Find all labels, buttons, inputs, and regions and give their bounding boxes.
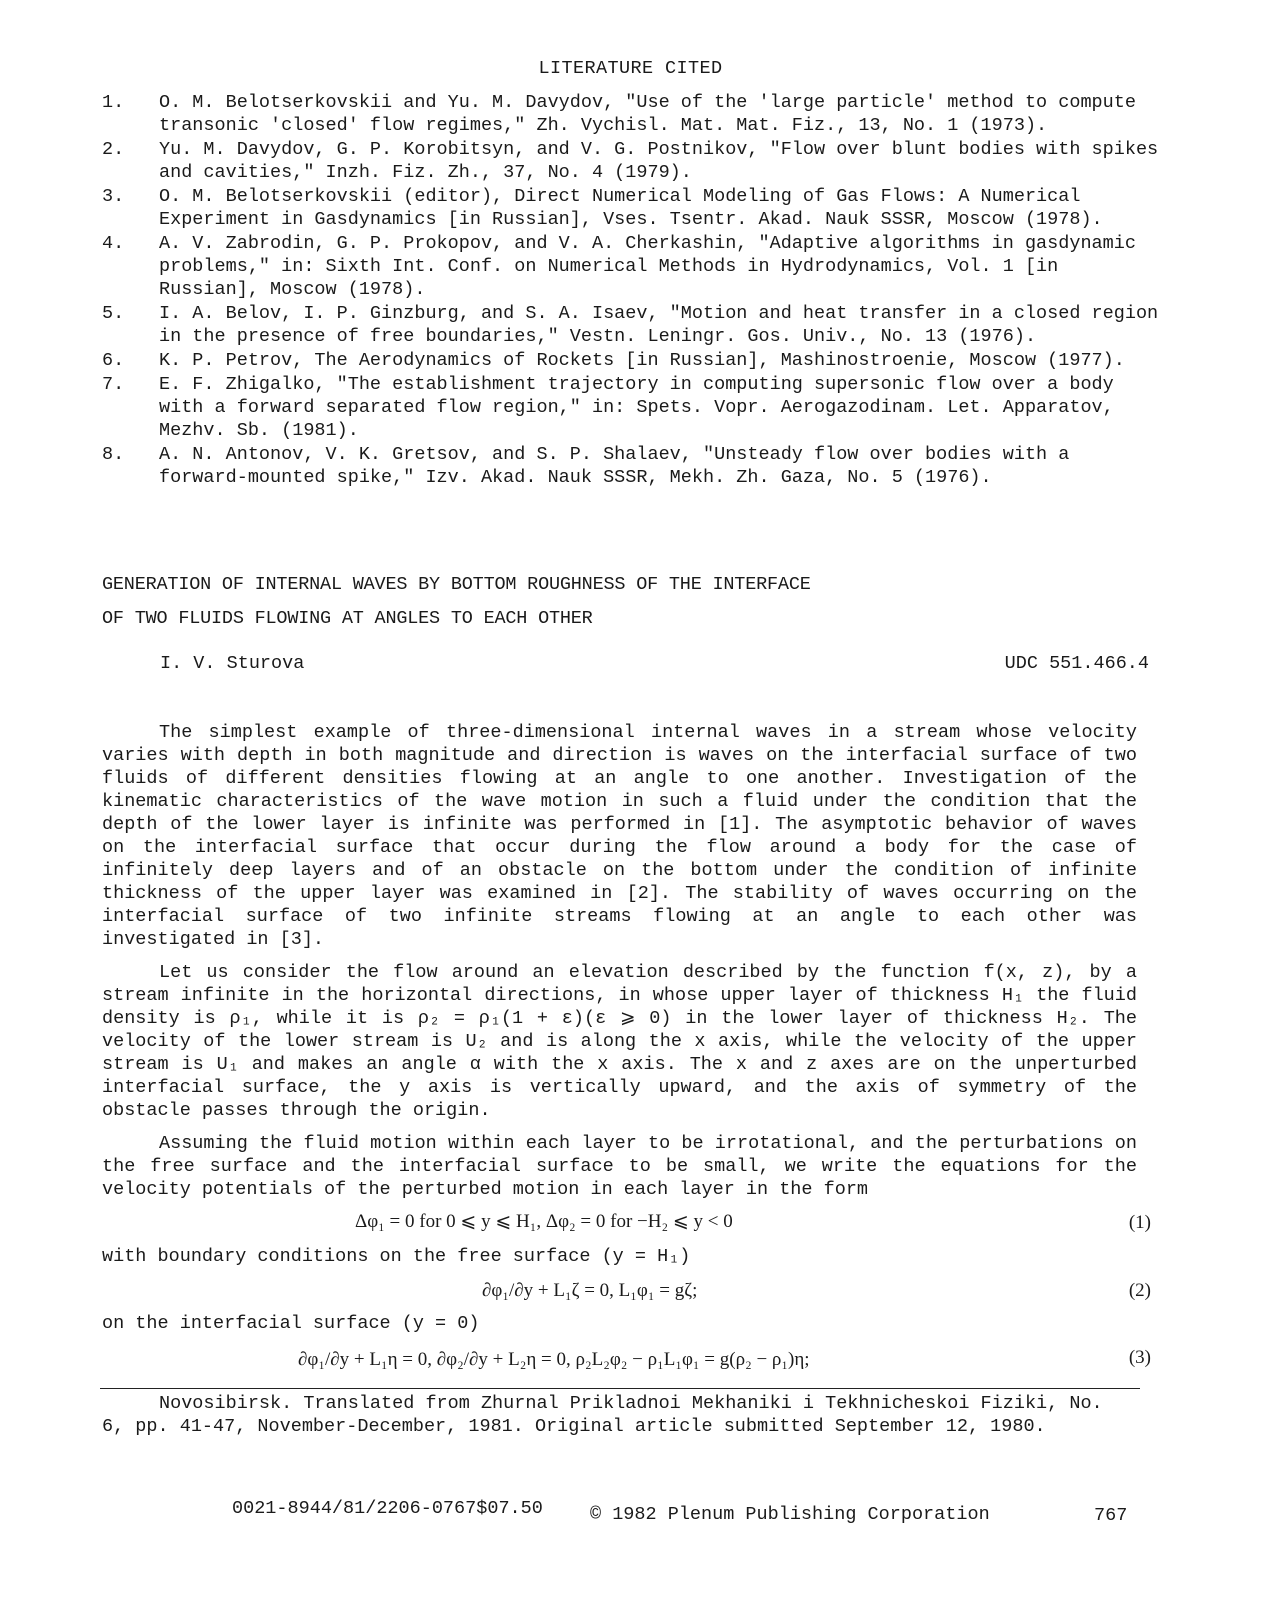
article-title-line-2: OF TWO FLUIDS FLOWING AT ANGLES TO EACH OTHER bbox=[102, 608, 593, 629]
equation-2: ∂φ₁/∂y + L₁ζ = 0, L₁φ₁ = gζ; bbox=[482, 1280, 698, 1301]
paragraph-text: Let us consider the flow around an elevation described by the function f(x, z), by a stream infinite in the horizontal directions, in whose upper layer of thickness H₁ the fluid density is ρ₁, while it is ρ₂ = ρ₁(1 + ε)(ε ⩾ 0) in the lower layer of thickness H₂. The velocity of the lower stream is U₂ and is along the x axis, while the velocity of the upper stream is U₁ and makes an angle α with the x axis. The x and z axes are on the unperturbed interfacial surface, the y axis is vertically upward, and the axis of symmetry of the obstacle passes through the origin. bbox=[102, 962, 1137, 1121]
equation-1-number: (1) bbox=[1128, 1212, 1151, 1233]
reference-number: 1. bbox=[102, 92, 125, 113]
reference-text: I. A. Belov, I. P. Ginzburg, and S. A. Isaev, "Motion and heat transfer in a closed region in the presence of free boundaries," Vestn. Leningr. Gos. Univ., No. 13 (1976). bbox=[159, 303, 1159, 347]
author-name: I. V. Sturova bbox=[160, 653, 305, 674]
paragraph-setup bbox=[102, 961, 1137, 1122]
reference-number: 8. bbox=[102, 444, 125, 465]
text-free-surface: with boundary conditions on the free surface (y = H₁) bbox=[102, 1246, 691, 1267]
copyright-notice: © 1982 Plenum Publishing Corporation bbox=[590, 1504, 990, 1525]
reference-number: 2. bbox=[102, 139, 125, 160]
reference-text: A. V. Zabrodin, G. P. Prokopov, and V. A. Cherkashin, "Adaptive algorithms in gasdynamic problems," in: Sixth Int. Conf. on Numerical Methods in Hydrodynamics, Vol. 1 [in Russian], Moscow (1978). bbox=[159, 233, 1136, 300]
reference-number: 5. bbox=[102, 303, 125, 324]
reference-item bbox=[102, 349, 1182, 372]
equation-1: Δφ₁ = 0 for 0 ⩽ y ⩽ H₁, Δφ₂ = 0 for −H₂ ⩽ y < 0 bbox=[355, 1211, 733, 1232]
paragraph-intro bbox=[102, 721, 1137, 951]
reference-text: K. P. Petrov, The Aerodynamics of Rockets [in Russian], Mashinostroenie, Moscow (1977). bbox=[159, 350, 1125, 371]
footnote-divider bbox=[100, 1388, 1140, 1389]
equation-3-number: (3) bbox=[1128, 1347, 1151, 1368]
reference-text: A. N. Antonov, V. K. Gretsov, and S. P. Shalaev, "Unsteady flow over bodies with a forward-mounted spike," Izv. Akad. Nauk SSSR, Mekh. Zh. Gaza, No. 5 (1976). bbox=[159, 444, 1070, 488]
reference-number: 4. bbox=[102, 233, 125, 254]
udc-code: UDC 551.466.4 bbox=[1004, 653, 1149, 674]
reference-text: O. M. Belotserkovskii and Yu. M. Davydov, "Use of the 'large particle' method to compute transonic 'closed' flow regimes," Zh. Vychisl. Mat. Mat. Fiz., 13, No. 1 (1973). bbox=[159, 92, 1136, 136]
paragraph-assumption bbox=[102, 1132, 1137, 1201]
reference-text: Yu. M. Davydov, G. P. Korobitsyn, and V. G. Postnikov, "Flow over blunt bodies with spikes and cavities," Inzh. Fiz. Zh., 37, No. 4 (1979). bbox=[159, 139, 1159, 183]
reference-text: E. F. Zhigalko, "The establishment trajectory in computing supersonic flow over a body with a forward separated flow region," in: Spets. Vopr. Aerogazodinam. Let. Apparatov, Mezhv. Sb. (1981). bbox=[159, 374, 1114, 441]
equation-2-number: (2) bbox=[1128, 1280, 1151, 1301]
reference-item bbox=[102, 138, 1182, 184]
page-number: 767 bbox=[1094, 1505, 1128, 1526]
reference-number: 6. bbox=[102, 350, 125, 371]
article-code: 0021-8944/81/2206-0767$07.50 bbox=[232, 1498, 543, 1519]
reference-text: O. M. Belotserkovskii (editor), Direct Numerical Modeling of Gas Flows: A Numerical Experiment in Gasdynamics [in Russian], Vses. Tsentr. Akad. Nauk SSSR, Moscow (1978). bbox=[159, 186, 1103, 230]
reference-number: 3. bbox=[102, 186, 125, 207]
reference-item bbox=[102, 302, 1182, 348]
reference-item bbox=[102, 185, 1182, 231]
article-title-line-1: GENERATION OF INTERNAL WAVES BY BOTTOM ROUGHNESS OF THE INTERFACE bbox=[102, 574, 811, 595]
reference-list bbox=[102, 91, 1182, 489]
paragraph-text: The simplest example of three-dimensional internal waves in a stream whose velocity varies with depth in both magnitude and direction is waves on the interfacial surface of two fluids of different densities flowing at an angle to one another. Investigation of the kinematic characteristics of the wave motion in such a fluid under the condition that the depth of the lower layer is infinite was performed in [1]. The asymptotic behavior of waves on the interfacial surface that occur during the flow around a body for the case of infinitely deep layers and of an obstacle on the bottom under the condition of infinite thickness of the upper layer was examined in [2]. The stability of waves occurring on the interfacial surface of two infinite streams flowing at an angle to each other was investigated in [3]. bbox=[102, 722, 1137, 950]
paragraph-text: Assuming the fluid motion within each layer to be irrotational, and the perturbations on the free surface and the interfacial surface to be small, we write the equations for the velocity potentials of the perturbed motion in each layer in the form bbox=[102, 1133, 1137, 1200]
reference-item bbox=[102, 443, 1182, 489]
footnote bbox=[102, 1392, 1122, 1438]
reference-number: 7. bbox=[102, 374, 125, 395]
reference-item bbox=[102, 373, 1182, 442]
footnote-text: Novosibirsk. Translated from Zhurnal Prikladnoi Mekhaniki i Tekhnicheskoi Fiziki, No. 6, pp. 41-47, November-December, 1981. Original article submitted September 12, 1980. bbox=[102, 1393, 1103, 1437]
literature-heading: LITERATURE CITED bbox=[538, 58, 723, 79]
text-interfacial-surface: on the interfacial surface (y = 0) bbox=[102, 1313, 480, 1334]
equation-3: ∂φ₁/∂y + L₁η = 0, ∂φ₂/∂y + L₂η = 0, ρ₂L₂φ₂ − ρ₁L₁φ₁ = g(ρ₂ − ρ₁)η; bbox=[298, 1349, 810, 1370]
reference-item bbox=[102, 91, 1182, 137]
reference-item bbox=[102, 232, 1182, 301]
